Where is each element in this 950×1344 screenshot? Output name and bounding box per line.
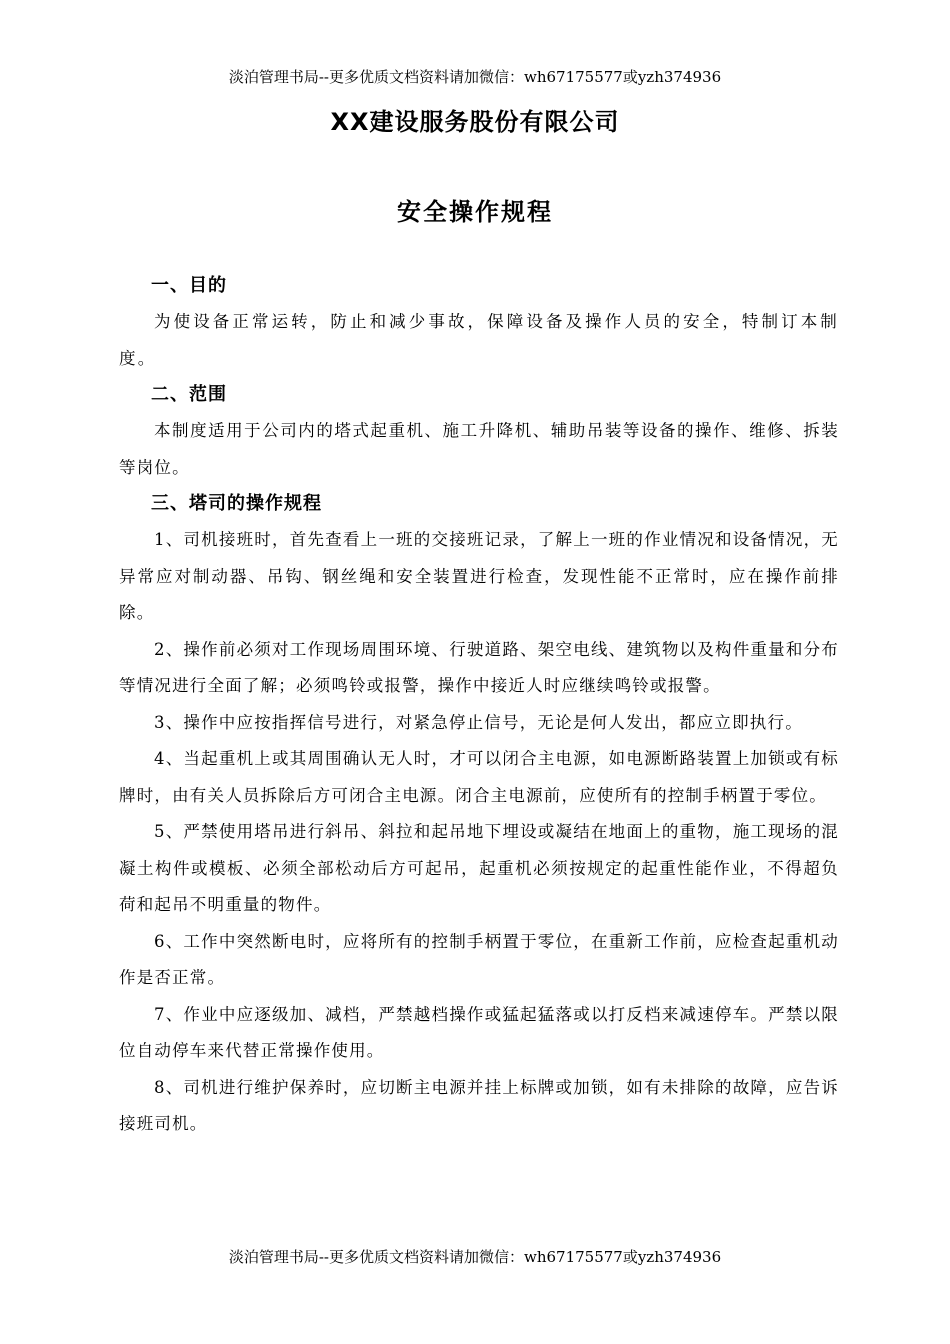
- section-heading-operating-rules: 三、塔司的操作规程: [151, 493, 322, 514]
- document-body: [119, 268, 839, 1143]
- rule-item-5: 5、严禁使用塔吊进行斜吊、斜拉和起吊地下埋设或凝结在地面上的重物，施工现场的混凝土构件或模板、必须全部松动后方可起吊，起重机必须按规定的起重性能作业，不得超负荷和起吊不明重量的物件。: [119, 822, 839, 914]
- rule-item-1: 1、司机接班时，首先查看上一班的交接班记录，了解上一班的作业情况和设备情况，无异常应对制动器、吊钩、钢丝绳和安全装置进行检查，发现性能不正常时，应在操作前排除。: [119, 530, 839, 622]
- rule-item-8: 8、司机进行维护保养时，应切断主电源并挂上标牌或加锁，如有未排除的故障，应告诉接班司机。: [119, 1077, 839, 1133]
- section-heading-scope: 二、范围: [151, 384, 227, 405]
- rule-item-4: 4、当起重机上或其周围确认无人时，才可以闭合主电源，如电源断路装置上加锁或有标牌时，由有关人员拆除后方可闭合主电源。闭合主电源前，应使所有的控制手柄置于零位。: [119, 749, 839, 805]
- page-header: 淡泊管理书局--更多优质文档资料请加微信：wh67175577或yzh374936: [228, 68, 722, 86]
- rule-item-6: 6、工作中突然断电时，应将所有的控制手柄置于零位，在重新工作前，应检查起重机动作是否正常。: [119, 931, 839, 987]
- rule-item-7: 7、作业中应逐级加、减档，严禁越档操作或猛起猛落或以打反档来减速停车。严禁以限位自动停车来代替正常操作使用。: [119, 1004, 839, 1060]
- rule-item-2: 2、操作前必须对工作现场周围环境、行驶道路、架空电线、建筑物以及构件重量和分布等情况进行全面了解；必须鸣铃或报警，操作中接近人时应继续鸣铃或报警。: [119, 639, 839, 695]
- paragraph-purpose: 为使设备正常运转，防止和减少事故，保障设备及操作人员的安全，特制订本制度。: [119, 312, 839, 368]
- document-title: 安全操作规程: [397, 198, 553, 226]
- rule-item-3: 3、操作中应按指挥信号进行，对紧急停止信号，无论是何人发出，都应立即执行。: [154, 712, 803, 732]
- company-title: XX建设服务股份有限公司: [330, 108, 620, 136]
- section-heading-purpose: 一、目的: [151, 275, 227, 296]
- paragraph-scope: 本制度适用于公司内的塔式起重机、施工升降机、辅助吊装等设备的操作、维修、拆装等岗位。: [119, 421, 839, 477]
- page-footer: 淡泊管理书局--更多优质文档资料请加微信：wh67175577或yzh374936: [228, 1248, 722, 1266]
